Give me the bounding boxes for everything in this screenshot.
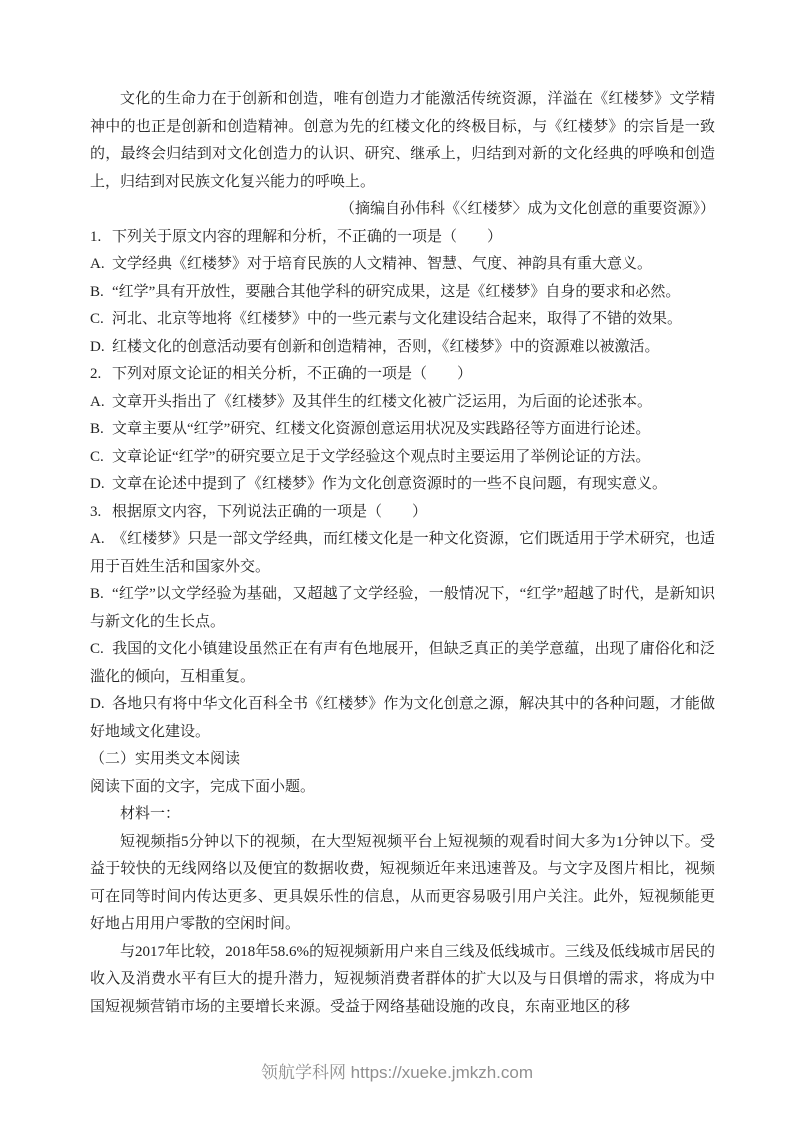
option-label: C. [90, 641, 104, 657]
option-label: D. [90, 338, 105, 355]
question-2-option-c [90, 444, 715, 472]
footer-watermark: 领航学科网 https://xueke.jmkzh.com [260, 1063, 534, 1082]
option-label: B. [90, 283, 104, 300]
option-text: 文学经典《红楼梦》对于培育民族的人文精神、智慧、气度、神韵具有重大意义。 [112, 256, 653, 272]
option-label: D. [90, 476, 105, 492]
question-1-stem [90, 224, 715, 252]
question-2-option-b [90, 416, 715, 444]
option-label: A. [90, 531, 105, 547]
question-3-option-d [90, 691, 715, 746]
option-text: 文章主要从“红学”研究、红楼文化资源创意运用状况及实践路径等方面进行论述。 [112, 421, 651, 437]
document-content [90, 86, 715, 1021]
option-label: B. [90, 421, 104, 437]
question-1-option-a [90, 251, 715, 279]
question-3-number: 3. [90, 503, 102, 520]
question-1-text: 下列关于原文内容的理解和分析，不正确的一项是（ ） [112, 228, 503, 245]
question-1-option-d [90, 334, 715, 362]
intro-paragraph: 文化的生命力在于创新和创造，唯有创造力才能激活传统资源，洋溢在《红楼梦》文学精神中的也正是创新和创造精神。创意为先的红楼文化的终极目标，与《红楼梦》的宗旨是一致的，最终会归结到对文化创造力的认识、研究、继承上，归结到对新的文化经典的呼唤和创造上，归结到对民族文化复兴能力的呼唤上。 [90, 91, 715, 190]
option-text: 我国的文化小镇建设虽然正在有声有色地展开，但缺乏真正的美学意蕴，出现了庸俗化和泛滥化的倾向，互相重复。 [90, 641, 715, 685]
option-text: 文章开头指出了《红楼梦》及其伴生的红楼文化被广泛运用，为后面的论述张本。 [112, 393, 653, 410]
question-2-stem [90, 361, 715, 389]
question-3-option-b [90, 581, 715, 636]
material-label: 材料一： [120, 806, 181, 822]
question-2-text: 下列对原文论证的相关分析，不正确的一项是（ ） [112, 366, 473, 382]
option-label: A. [90, 393, 105, 410]
question-3-stem [90, 499, 715, 527]
option-text: 文章论证“红学”的研究要立足于文学经验这个观点时主要运用了举例论证的方法。 [112, 448, 651, 465]
option-text: 河北、北京等地将《红楼梦》中的一些元素与文化建设结合起来，取得了不错的效果。 [112, 311, 683, 327]
attribution-line: （摘编自孙伟科《〈红楼梦〉成为文化创意的重要资源》） [339, 201, 715, 217]
question-3-text: 根据原文内容，下列说法正确的一项是（ ） [112, 503, 428, 520]
option-text: 文章在论述中提到了《红楼梦》作为文化创意资源时的一些不良问题，有现实意义。 [112, 476, 668, 492]
reading-instruction: 阅读下面的文字，完成下面小题。 [90, 778, 316, 795]
option-text: 红楼文化的创意活动要有创新和创造精神，否则，《红楼梦》中的资源难以被激活。 [112, 338, 660, 355]
material-paragraph-1: 短视频指5分钟以下的视频，在大型短视频平台上短视频的观看时间大多为1分钟以下。受益于较快的无线网络以及便宜的数据收费，短视频近年来迅速普及。与文字及图片相比，视频可在同等时间内传达更多、更具娱乐性的信息，从而更容易吸引用户关注。此外，短视频能更好地占用用户零散的空闲时间。 [90, 833, 715, 932]
question-2-option-a [90, 389, 715, 417]
question-3-option-c [90, 636, 715, 691]
option-label: C. [90, 448, 104, 465]
option-label: D. [90, 696, 105, 712]
option-label: C. [90, 311, 104, 327]
option-text: 《红楼梦》只是一部文学经典，而红楼文化是一种文化资源，它们既适用于学术研究，也适用于百姓生活和国家外交。 [90, 531, 715, 575]
question-1-number: 1. [90, 228, 102, 245]
option-text: “红学”以文学经验为基础，又超越了文学经验，一般情况下，“红学”超越了时代，是新知识与新文化的生长点。 [90, 586, 715, 630]
option-text: “红学”具有开放性，要融合其他学科的研究成果，这是《红楼梦》自身的要求和必然。 [112, 283, 681, 300]
question-1-option-c [90, 306, 715, 334]
question-1-option-b [90, 279, 715, 307]
material-paragraph-2: 与2017年比较，2018年58.6%的短视频新用户来自三线及低线城市。三线及低线城市居民的收入及消费水平有巨大的提升潜力，短视频消费者群体的扩大以及与日俱增的需求，将成为中国短视频营销市场的主要增长来源。受益于网络基础设施的改良，东南亚地区的移 [90, 943, 715, 1015]
option-label: B. [90, 586, 104, 602]
section-heading: （二）实用类文本阅读 [90, 751, 241, 767]
option-text: 各地只有将中华文化百科全书《红楼梦》作为文化创意之源，解决其中的各种问题，才能做好地域文化建设。 [90, 696, 715, 740]
option-label: A. [90, 256, 105, 272]
question-2-option-d [90, 471, 715, 499]
question-2-number: 2. [90, 366, 102, 382]
question-3-option-a [90, 526, 715, 581]
